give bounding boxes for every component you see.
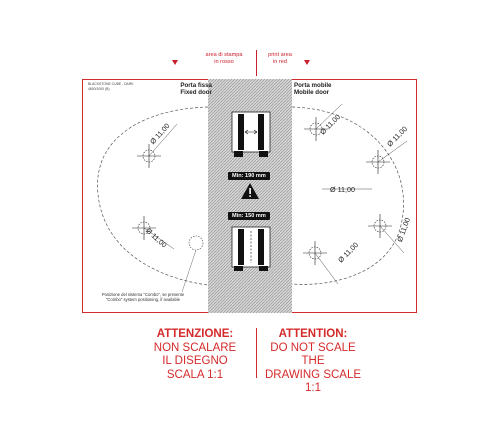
diameter-label-left-bottom: Ø 11,00 <box>143 226 169 250</box>
diameter-label-right-4: Ø 11,00 <box>395 216 413 244</box>
warning-divider <box>256 328 257 378</box>
product-code-line-2: 4600/1000 (B) <box>88 86 110 91</box>
drilling-template-drawing <box>82 79 417 313</box>
diameter-label-right-2: Ø 11,00 <box>385 124 410 149</box>
print-area-header <box>0 0 500 80</box>
min-clearance-bottom: Min: 150 mm <box>228 212 270 220</box>
min-clearance-top: Min: 190 mm <box>228 172 270 180</box>
warning-section <box>0 320 500 394</box>
arrow-down-right-icon <box>304 60 310 65</box>
print-area-label-en: print area in red <box>268 52 292 65</box>
handle-bottom-icon <box>232 227 270 271</box>
print-area-label-it: area di stampa in rosso <box>205 52 243 65</box>
diameter-label-right-1: Ø 11,00 <box>318 112 343 137</box>
diameter-label-right-5: Ø 11,00 <box>336 240 361 265</box>
handle-top-icon <box>232 112 270 157</box>
fixed-door-label: Porta fissa Fixed door <box>180 82 212 97</box>
combo-position-note: Posizione del sistema "Combo", se presente "Combo" system positioning, if available <box>101 292 185 303</box>
diameter-label-right-3: Ø 11,00 <box>330 185 356 194</box>
arrow-down-left-icon <box>172 60 178 65</box>
product-code-line-1: BLACKSTONE CUBE - DARK <box>88 82 134 86</box>
warning-it <box>140 328 250 382</box>
warning-it-body: NON SCALARE IL DISEGNO SCALA 1:1 <box>153 341 237 381</box>
warning-it-title: ATTENZIONE: <box>156 328 234 340</box>
diameter-label-left-top: Ø 11,00 <box>148 121 172 147</box>
warning-en <box>258 328 368 396</box>
warning-en-title: ATTENTION: <box>278 328 348 340</box>
warning-en-body: DO NOT SCALE THE DRAWING SCALE 1:1 <box>264 341 362 394</box>
mobile-door-label: Porta mobile Mobile door <box>294 82 332 97</box>
header-divider <box>256 50 257 76</box>
